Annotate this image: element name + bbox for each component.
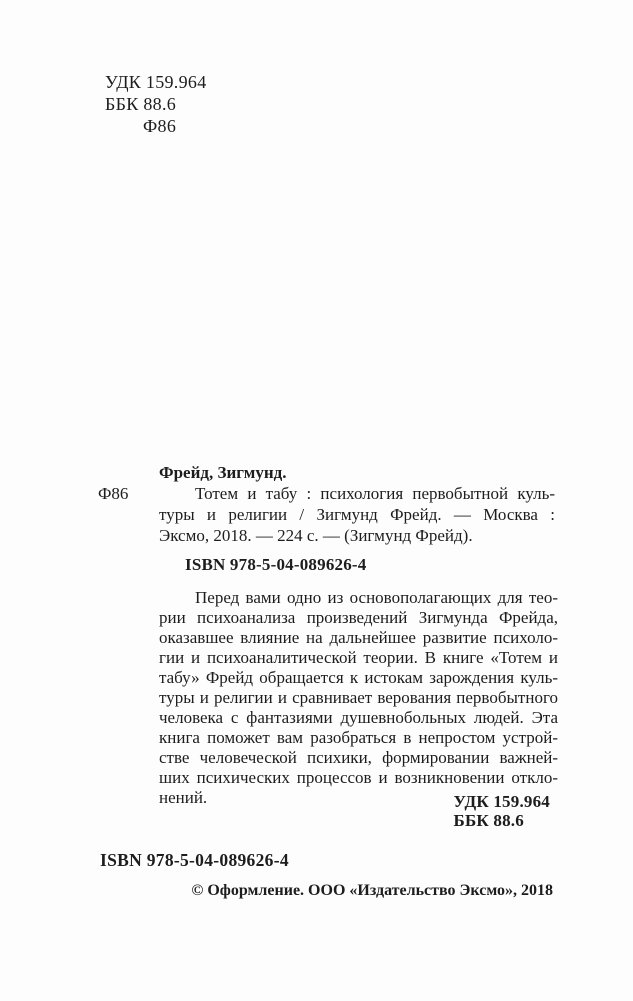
annotation-line: человека с фантазиями душевнобольных людей. Эта [159,708,558,727]
author-sign-code-top: Ф86 [143,116,177,136]
top-classification-codes [105,71,207,137]
annotation-line: стве человеческой психики, формировании важней- [159,748,558,767]
catalog-line-1: Тотем и табу : психология первобытной куль- [195,484,555,503]
copyright-notice: © Оформление. ООО «Издательство Эксмо», 2018 [191,882,553,899]
udk-code-bottom: УДК 159.964 [453,792,550,811]
annotation-line: оказавшее влияние на дальнейшее развитие психоло- [159,628,558,647]
annotation-paragraph [159,588,558,808]
annotation-line: книга поможет вам разобраться в непростом устрой- [159,728,558,747]
catalog-line-3: Эксмо, 2018. — 224 с. — (Зигмунд Фрейд). [159,526,473,545]
bottom-classification-codes [454,792,550,830]
author-sign-code-margin: Ф86 [98,484,129,503]
annotation-line: Перед вами одно из основополагающих для тео- [195,588,558,607]
bbk-code-top: ББК 88.6 [105,94,177,114]
isbn-footer: ISBN 978-5-04-089626-4 [100,850,289,870]
author-heading: Фрейд, Зигмунд. [159,463,287,482]
catalog-line-2: туры и религии / Зигмунд Фрейд. — Москва : [159,505,555,524]
annotation-line: ших психических процессов и возникновении откло- [159,768,558,787]
annotation-line: табу» Фрейд обращается к истокам зарождения куль- [159,668,558,687]
bbk-code-bottom: ББК 88.6 [453,811,524,830]
annotation-line: рии психоанализа произведений Зигмунда Фрейда, [159,608,558,627]
udk-code-top: УДК 159.964 [105,72,207,92]
annotation-line: туры и религии и сравнивает верования первобытного [159,688,558,707]
catalog-isbn: ISBN 978-5-04-089626-4 [185,555,367,574]
annotation-line-last: нений. [159,788,208,807]
annotation-line: гии и психоаналитической теории. В книге «Тотем и [159,648,558,667]
catalog-entry [98,462,555,575]
